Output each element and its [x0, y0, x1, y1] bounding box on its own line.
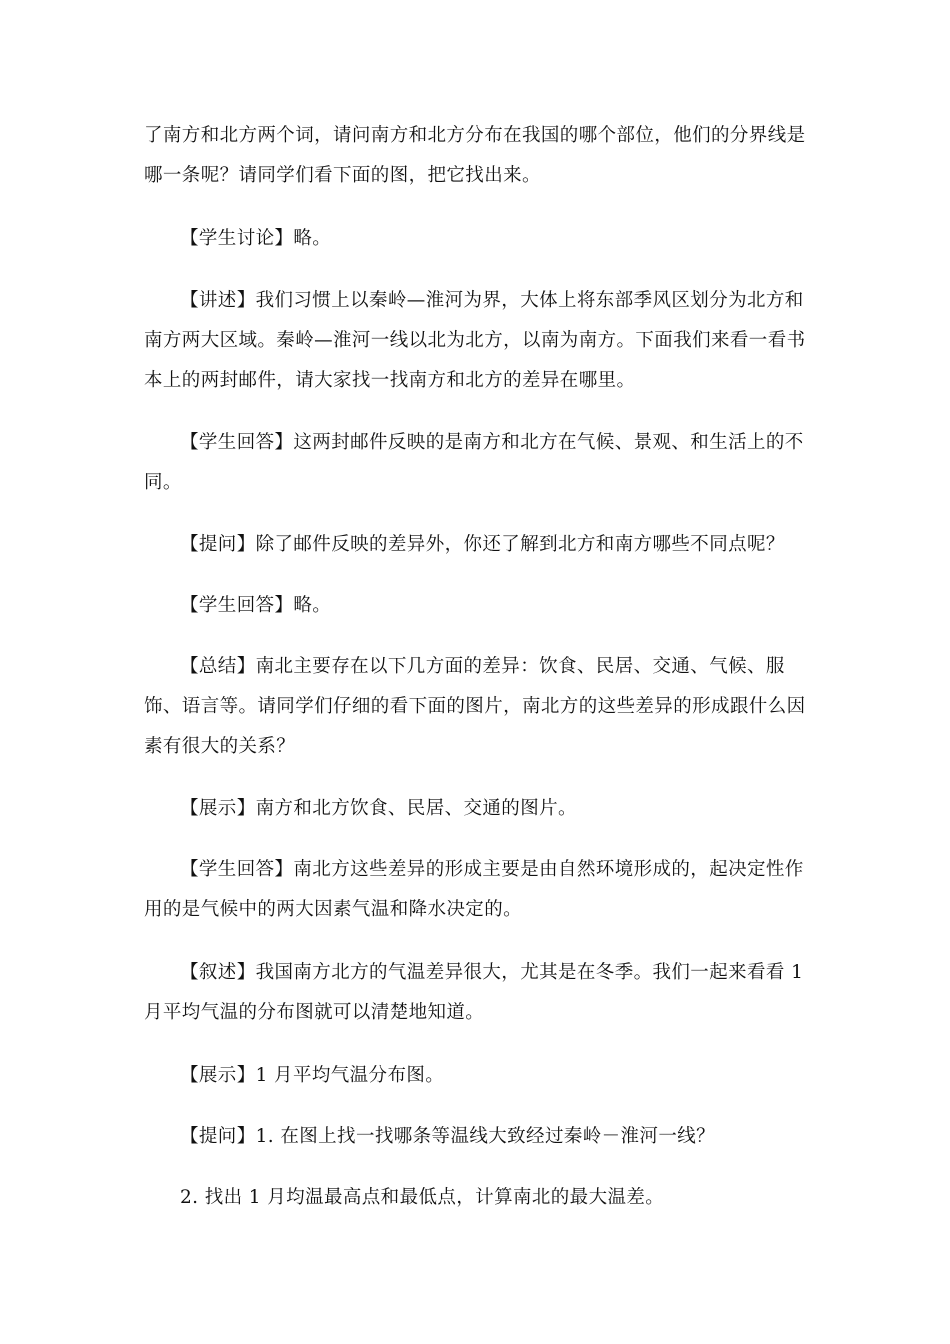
paragraph-text: 这两封邮件反映的是南方和北方在气候、景观、和生活上的不同。 [144, 432, 804, 493]
paragraph-tag: 【学生回答】 [180, 432, 294, 453]
paragraph-text: 除了邮件反映的差异外，你还了解到北方和南方哪些不同点呢？ [255, 534, 785, 555]
paragraph-student-answer-3 [144, 850, 814, 930]
paragraph-tag: 【提问】 [180, 534, 256, 555]
paragraph-tag: 【叙述】 [180, 962, 256, 983]
paragraph-tag: 【讲述】 [180, 290, 256, 311]
paragraph-text: 略。 [293, 595, 332, 616]
paragraph-tag: 【展示】 [180, 798, 256, 819]
paragraph-text: 我国南方北方的气温差异很大，尤其是在冬季。我们一起来看看 1 月平均气温的分布图就可以清楚地知道。 [144, 962, 804, 1023]
paragraph-intro-continued [144, 116, 814, 196]
paragraph-narrative [144, 953, 814, 1033]
paragraph-text: 了南方和北方两个词，请问南方和北方分布在我国的哪个部位，他们的分界线是哪一条呢？请同学们看下面的图，把它找出来。 [144, 125, 806, 186]
paragraph-text: 略。 [293, 228, 332, 249]
paragraph-question-2 [144, 1117, 814, 1157]
paragraph-student-answer-1 [144, 423, 814, 503]
paragraph-display-2 [144, 1056, 814, 1096]
paragraph-question-1 [144, 525, 814, 565]
paragraph-student-discussion [144, 219, 814, 259]
paragraph-narration [144, 281, 814, 401]
paragraph-text: 南北方这些差异的形成主要是由自然环境形成的，起决定性作用的是气候中的两大因素气温和降水决定的。 [144, 859, 804, 920]
paragraph-display-1 [144, 789, 814, 829]
paragraph-text: 南北主要存在以下几方面的差异：饮食、民居、交通、气候、服饰、语言等。请同学们仔细的看下面的图片，南北方的这些差异的形成跟什么因素有很大的关系？ [144, 656, 806, 757]
paragraph-text: 1 月平均气温分布图。 [255, 1065, 445, 1086]
paragraph-tag: 【提问】 [180, 1126, 256, 1147]
paragraph-summary [144, 647, 814, 767]
paragraph-tag: 【学生讨论】 [180, 228, 294, 249]
paragraph-question-2-item [144, 1178, 814, 1218]
paragraph-text: 我们习惯上以秦岭—淮河为界，大体上将东部季风区划分为北方和南方两大区域。秦岭—淮河一线以北为北方，以南为南方。下面我们来看一看书本上的两封邮件，请大家找一找南方和北方的差异在哪里。 [144, 290, 806, 391]
paragraph-text: 南方和北方饮食、民居、交通的图片。 [255, 798, 577, 819]
paragraph-tag: 【展示】 [180, 1065, 256, 1086]
paragraph-tag: 【学生回答】 [180, 595, 294, 616]
paragraph-text: 2. 找出 1 月均温最高点和最低点，计算南北的最大温差。 [180, 1187, 665, 1208]
paragraph-student-answer-2 [144, 586, 814, 626]
paragraph-text: 1. 在图上找一找哪条等温线大致经过秦岭－淮河一线？ [255, 1126, 716, 1147]
paragraph-tag: 【学生回答】 [180, 859, 294, 880]
paragraph-tag: 【总结】 [180, 656, 256, 677]
